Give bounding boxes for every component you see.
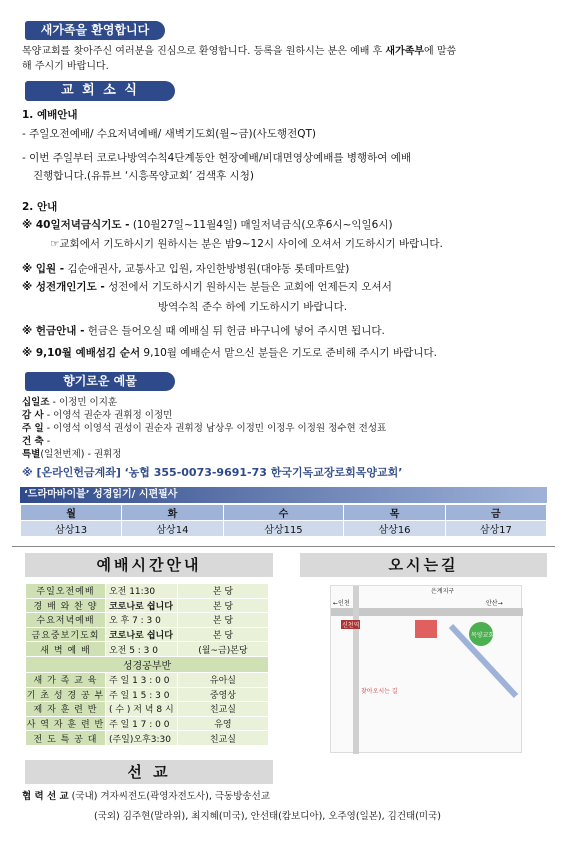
news-section1-title: 1. 예배안내 xyxy=(22,109,78,121)
reading-cell: 삼상14 xyxy=(122,521,223,537)
notice-offering: ※ 헌금안내 - 헌금은 들어오실 때 예배실 뒤 헌금 바구니에 넣어 주시면 됩니다. xyxy=(22,325,385,337)
drama-bible-table xyxy=(20,504,547,537)
offering-row: 건 축 - xyxy=(22,436,51,447)
map-label-west: ←인천 xyxy=(333,600,350,607)
service-row: 수요저녁예배 오 후 7 : 3 0 본 당 xyxy=(26,613,269,628)
study-row: 전 도 특 공 대 (주일)오후3:30 친교실 xyxy=(26,731,269,746)
drama-bible-header: ‘드라마바이블’ 성경읽기/ 시편필사 xyxy=(20,487,547,503)
news-section2-title: 2. 안내 xyxy=(22,201,58,213)
study-row: 새 가 족 교 육 주 일 1 3 : 0 0 유아실 xyxy=(26,672,269,687)
offerings-list xyxy=(22,396,386,461)
map-label-info: 찾아오시는 길 xyxy=(361,688,398,695)
services-table xyxy=(25,583,269,746)
study-title: 성경공부반 xyxy=(26,656,269,672)
reading-cell: 삼상13 xyxy=(21,521,122,537)
map-label-east: 안산→ xyxy=(486,600,503,607)
service-row: 경 배 와 찬 양 코로나로 쉽니다 본 당 xyxy=(26,598,269,613)
mission-line2: (국외) 김주현(말라위), 최지혜(미국), 안선태(캄보디아), 오주영(일본), 김건태(미국) xyxy=(94,811,441,822)
welcome-title: 새가족을 환영합니다 xyxy=(25,21,165,40)
mission-title: 선 교 xyxy=(25,760,273,784)
notice-prayer: ※ 성전개인기도 - 성전에서 기도하시기 원하시는 분들은 교회에 언제든지 오셔서 xyxy=(22,281,392,293)
reading-cell: 삼상16 xyxy=(344,521,445,537)
notice-hospital: ※ 입원 - 김순애권사, 교통사고 입원, 자인한방병원(대야동 롯데마트앞) xyxy=(22,263,350,275)
service-row: 주일오전예배 오전 11:30 본 당 xyxy=(26,584,269,599)
study-row: 기 초 성 경 공 부 주 일 1 5 : 3 0 중영상 xyxy=(26,687,269,702)
notice-schedule: ※ 9,10월 예배섬김 순서 9,10월 예배순서 맡으신 분들은 기도로 준비해 주시기 바랍니다. xyxy=(22,347,437,359)
map-label-church: 목양교회 xyxy=(471,632,495,639)
news-s1-line2: - 이번 주일부터 코로나방역수칙4단계동안 현장예배/비대면영상예배를 병행하여 예배 xyxy=(22,152,412,164)
online-account: ※ [온라인헌금계좌] ‘농협 355-0073-9691-73 한국기독교장로회목양교회’ xyxy=(22,466,403,479)
notice-fasting-line2: ☞교회에서 기도하시기 원하시는 분은 밤9~12시 사이에 오셔서 기도하시기 바랍니다. xyxy=(50,238,443,250)
news-title: 교 회 소 식 xyxy=(25,81,175,101)
offerings-title: 향기로운 예물 xyxy=(25,372,175,391)
directions-title: 오시는길 xyxy=(300,553,547,577)
offering-row: 십일조 - 이정민 이지훈 xyxy=(22,397,118,408)
day-header: 수 xyxy=(223,505,344,521)
study-row: 사 역 자 훈 련 반 주 일 1 7 : 0 0 유영 xyxy=(26,716,269,731)
reading-cell: 삼상115 xyxy=(223,521,344,537)
notice-prayer-line2: 방역수칙 준수 하에 기도하시기 바랍니다. xyxy=(158,301,348,313)
services-title: 예배시간안내 xyxy=(25,553,273,577)
offering-row: 감 사 - 이영석 권순자 권휘정 이정민 xyxy=(22,410,173,421)
map-label-station: 신천역 xyxy=(342,622,360,629)
study-row: 제 자 훈 련 반 ( 수 ) 저 녁 8 시 친교실 xyxy=(26,702,269,717)
offering-row: 주 일 - 이영석 이영석 권성이 권순자 권휘정 남상우 이정민 이정우 이정원 정수현 전성표 xyxy=(22,423,387,434)
reading-cell: 삼상17 xyxy=(445,521,546,537)
map-graphic xyxy=(331,586,523,754)
mission-line1: 협 력 선 교 (국내) 겨자씨전도(곽영자전도사), 극동방송선교 xyxy=(22,791,270,802)
welcome-line1: 목양교회를 찾아주신 여러분을 진심으로 환영합니다. 등록을 원하시는 분은 예배 후 새가족부에 말씀 xyxy=(22,46,457,57)
offering-row: 특별(일천번제) - 권휘정 xyxy=(22,449,122,460)
welcome-line2: 해 주시기 바랍니다. xyxy=(22,61,109,72)
map-label-north: 은계지구 xyxy=(431,588,455,595)
news-s1-line3: 진행합니다.(유튜브 ‘시흥목양교회’ 검색후 시청) xyxy=(33,170,254,182)
day-header: 금 xyxy=(445,505,546,521)
news-s1-line1: - 주일오전예배/ 수요저녁예배/ 새벽기도회(월~금)(사도행전QT) xyxy=(22,128,317,140)
service-row: 금요중보기도회 코로나로 쉽니다 본 당 xyxy=(26,627,269,642)
directions-map xyxy=(330,585,522,753)
day-header: 화 xyxy=(122,505,223,521)
day-header: 목 xyxy=(344,505,445,521)
notice-fasting: ※ 40일저녁금식기도 - (10월27일~11월4일) 매일저녁금식(오후6시~익일6시) xyxy=(22,219,393,231)
section-divider xyxy=(12,546,555,547)
service-row: 새 벽 예 배 오전 5 : 3 0 (월~금)본당 xyxy=(26,642,269,657)
day-header: 월 xyxy=(21,505,122,521)
